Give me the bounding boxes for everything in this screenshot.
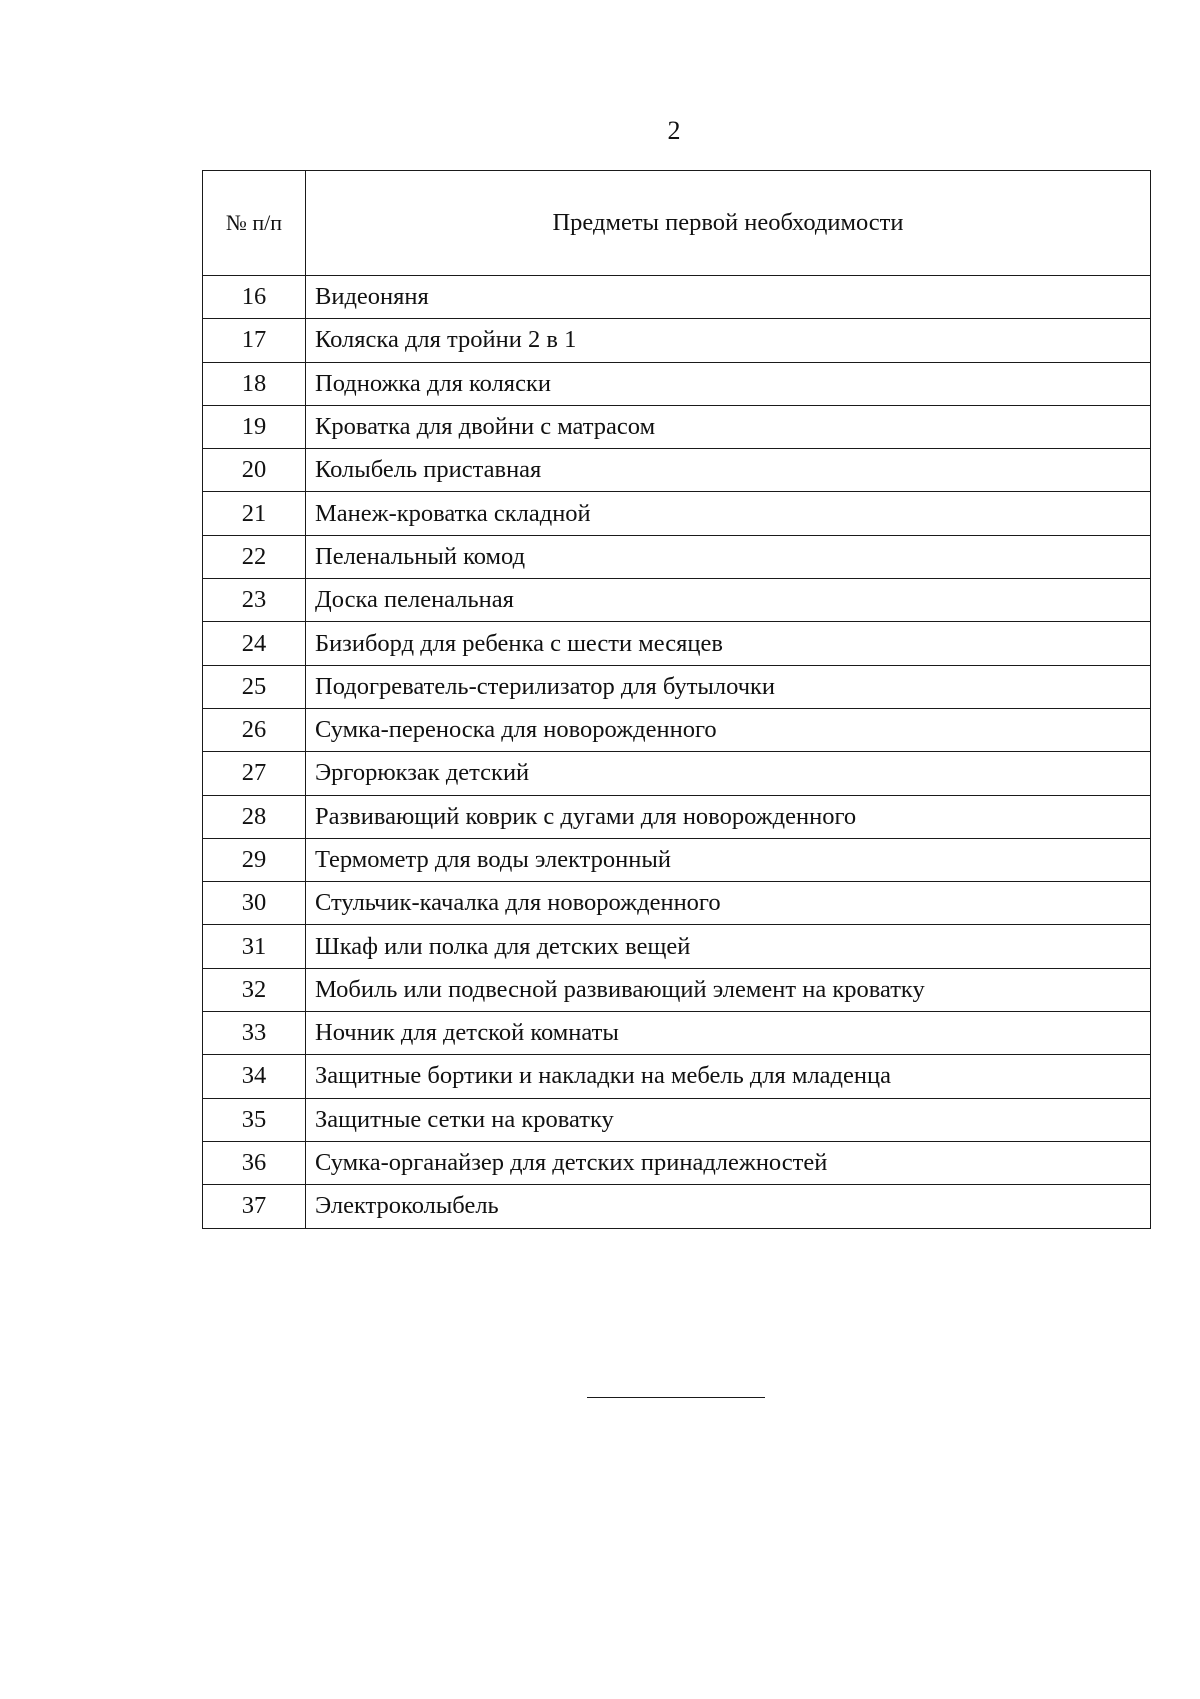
row-number-cell: 26 (203, 708, 306, 751)
column-header-items: Предметы первой необходимости (306, 171, 1151, 276)
column-header-number: № п/п (203, 171, 306, 276)
row-number-cell: 27 (203, 752, 306, 795)
row-number-cell: 23 (203, 579, 306, 622)
table-body (203, 276, 1151, 1229)
item-name-cell: Защитные сетки на кроватку (306, 1098, 1151, 1141)
row-number-cell: 20 (203, 449, 306, 492)
row-number-cell: 29 (203, 838, 306, 881)
table-row (203, 838, 1151, 881)
table-row (203, 708, 1151, 751)
table-row (203, 925, 1151, 968)
item-name-cell: Термометр для воды электронный (306, 838, 1151, 881)
table-row (203, 622, 1151, 665)
table-row (203, 665, 1151, 708)
item-name-cell: Подогреватель-стерилизатор для бутылочки (306, 665, 1151, 708)
end-divider-line (587, 1397, 765, 1398)
row-number-cell: 35 (203, 1098, 306, 1141)
item-name-cell: Пеленальный комод (306, 535, 1151, 578)
row-number-cell: 33 (203, 1012, 306, 1055)
row-number-cell: 22 (203, 535, 306, 578)
page-number: 2 (667, 116, 681, 145)
row-number-cell: 25 (203, 665, 306, 708)
row-number-cell: 17 (203, 319, 306, 362)
row-number-cell: 18 (203, 362, 306, 405)
item-name-cell: Колыбель приставная (306, 449, 1151, 492)
item-name-cell: Сумка-переноска для новорожденного (306, 708, 1151, 751)
row-number-cell: 32 (203, 968, 306, 1011)
table-row (203, 579, 1151, 622)
item-name-cell: Сумка-органайзер для детских принадлежностей (306, 1141, 1151, 1184)
table-row (203, 319, 1151, 362)
row-number-cell: 21 (203, 492, 306, 535)
table-row (203, 1141, 1151, 1184)
table-row (203, 1012, 1151, 1055)
item-name-cell: Шкаф или полка для детских вещей (306, 925, 1151, 968)
table-row (203, 882, 1151, 925)
item-name-cell: Защитные бортики и накладки на мебель для младенца (306, 1055, 1151, 1098)
item-name-cell: Стульчик-качалка для новорожденного (306, 882, 1151, 925)
item-name-cell: Бизиборд для ребенка с шести месяцев (306, 622, 1151, 665)
table-row (203, 752, 1151, 795)
table-row (203, 968, 1151, 1011)
item-name-cell: Развивающий коврик с дугами для новорожденного (306, 795, 1151, 838)
item-name-cell: Ночник для детской комнаты (306, 1012, 1151, 1055)
table-row (203, 276, 1151, 319)
item-name-cell: Мобиль или подвесной развивающий элемент на кроватку (306, 968, 1151, 1011)
item-name-cell: Манеж-кроватка складной (306, 492, 1151, 535)
row-number-cell: 19 (203, 405, 306, 448)
item-name-cell: Видеоняня (306, 276, 1151, 319)
item-name-cell: Эргорюкзак детский (306, 752, 1151, 795)
row-number-cell: 16 (203, 276, 306, 319)
row-number-cell: 34 (203, 1055, 306, 1098)
table-row (203, 362, 1151, 405)
table-row (203, 449, 1151, 492)
items-table (202, 170, 1151, 1229)
table-row (203, 405, 1151, 448)
row-number-cell: 37 (203, 1185, 306, 1228)
table-row (203, 535, 1151, 578)
table-row (203, 492, 1151, 535)
row-number-cell: 28 (203, 795, 306, 838)
item-name-cell: Подножка для коляски (306, 362, 1151, 405)
table-row (203, 1098, 1151, 1141)
row-number-cell: 36 (203, 1141, 306, 1184)
item-name-cell: Электроколыбель (306, 1185, 1151, 1228)
table-row (203, 795, 1151, 838)
row-number-cell: 31 (203, 925, 306, 968)
table-row (203, 1055, 1151, 1098)
item-name-cell: Кроватка для двойни с матрасом (306, 405, 1151, 448)
row-number-cell: 30 (203, 882, 306, 925)
item-name-cell: Доска пеленальная (306, 579, 1151, 622)
table-row (203, 1185, 1151, 1228)
row-number-cell: 24 (203, 622, 306, 665)
item-name-cell: Коляска для тройни 2 в 1 (306, 319, 1151, 362)
table-header-row (203, 171, 1151, 276)
